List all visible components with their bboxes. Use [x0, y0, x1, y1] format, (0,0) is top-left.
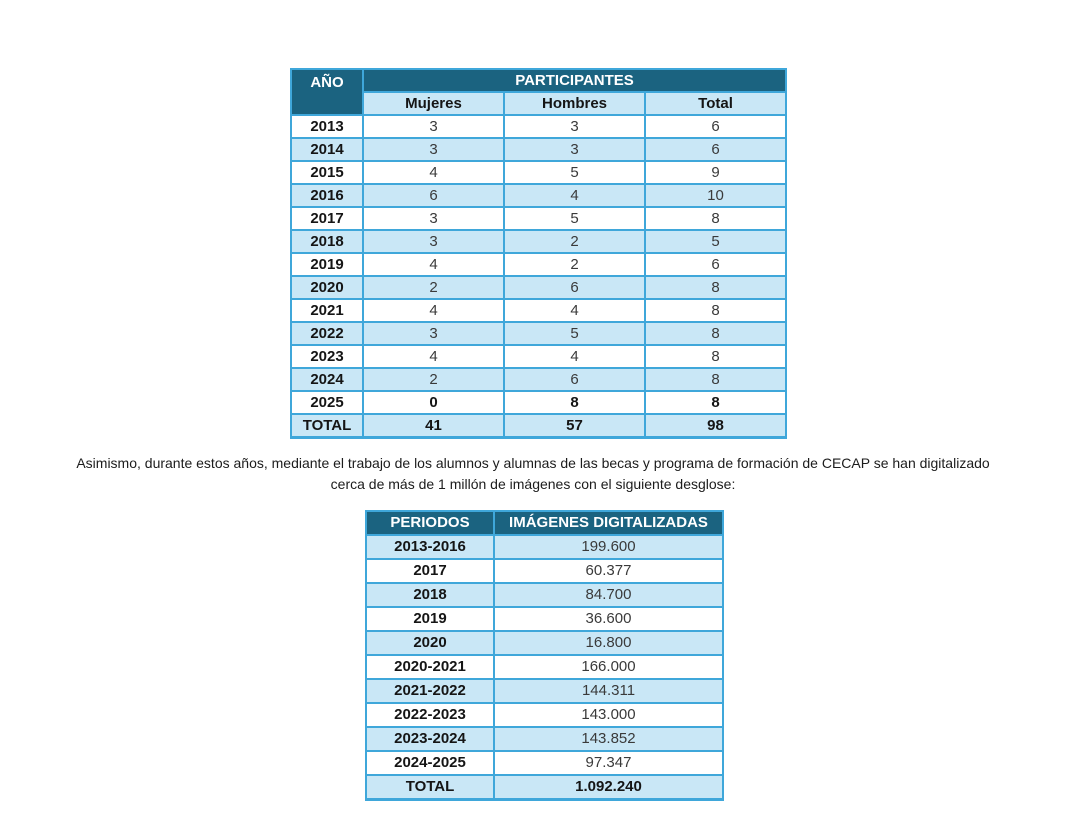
- digitized-images-table: [365, 510, 724, 801]
- table-row: [366, 703, 723, 727]
- participants-table: [290, 68, 787, 439]
- total-cell: 6: [645, 115, 786, 138]
- mujeres-cell: 2: [363, 368, 504, 391]
- hombres-cell: 6: [504, 276, 645, 299]
- period-cell: 2021-2022: [366, 679, 494, 703]
- total-label-cell: TOTAL: [291, 414, 363, 438]
- table-row: [291, 391, 786, 414]
- period-cell: 2020: [366, 631, 494, 655]
- hombres-cell: 8: [504, 391, 645, 414]
- mujeres-total-cell: 41: [363, 414, 504, 438]
- table-row: [291, 253, 786, 276]
- table-row: [291, 368, 786, 391]
- table-row: [291, 138, 786, 161]
- year-cell: 2015: [291, 161, 363, 184]
- participants-group-header: PARTICIPANTES: [363, 69, 786, 92]
- hombres-cell: 6: [504, 368, 645, 391]
- table-row: [366, 607, 723, 631]
- col-header-mujeres: Mujeres: [363, 92, 504, 115]
- year-column-header: AÑO: [291, 69, 363, 115]
- table-row: [366, 727, 723, 751]
- intro-paragraph: [0, 453, 1066, 495]
- mujeres-cell: 4: [363, 253, 504, 276]
- mujeres-cell: 3: [363, 207, 504, 230]
- mujeres-cell: 0: [363, 391, 504, 414]
- year-cell: 2022: [291, 322, 363, 345]
- total-cell: 8: [645, 322, 786, 345]
- hombres-cell: 4: [504, 299, 645, 322]
- mujeres-cell: 4: [363, 345, 504, 368]
- period-cell: 2022-2023: [366, 703, 494, 727]
- total-cell: 6: [645, 253, 786, 276]
- year-cell: 2019: [291, 253, 363, 276]
- hombres-cell: 2: [504, 253, 645, 276]
- total-cell: 8: [645, 207, 786, 230]
- year-cell: 2025: [291, 391, 363, 414]
- hombres-cell: 3: [504, 138, 645, 161]
- period-cell: 2023-2024: [366, 727, 494, 751]
- period-cell: 2017: [366, 559, 494, 583]
- images-count-cell: 60.377: [494, 559, 723, 583]
- images-count-cell: 144.311: [494, 679, 723, 703]
- table-row: [291, 184, 786, 207]
- mujeres-cell: 3: [363, 322, 504, 345]
- images-count-cell: 143.000: [494, 703, 723, 727]
- col-header-total: Total: [645, 92, 786, 115]
- total-cell: 8: [645, 299, 786, 322]
- table-row: [366, 775, 723, 800]
- images-count-cell: 166.000: [494, 655, 723, 679]
- year-cell: 2018: [291, 230, 363, 253]
- table-row: [366, 535, 723, 559]
- year-cell: 2016: [291, 184, 363, 207]
- total-label-cell: TOTAL: [366, 775, 494, 800]
- year-cell: 2014: [291, 138, 363, 161]
- hombres-cell: 4: [504, 184, 645, 207]
- hombres-total-cell: 57: [504, 414, 645, 438]
- year-cell: 2023: [291, 345, 363, 368]
- table-row: [366, 655, 723, 679]
- total-total-cell: 98: [645, 414, 786, 438]
- table-row: [291, 322, 786, 345]
- table-row: [366, 559, 723, 583]
- table-header-row: [291, 69, 786, 92]
- table-row: [291, 299, 786, 322]
- col-header-imagenes: IMÁGENES DIGITALIZADAS: [494, 511, 723, 535]
- period-cell: 2013-2016: [366, 535, 494, 559]
- mujeres-cell: 3: [363, 115, 504, 138]
- table-row: [366, 751, 723, 775]
- hombres-cell: 5: [504, 207, 645, 230]
- table-row: [291, 115, 786, 138]
- images-count-cell: 36.600: [494, 607, 723, 631]
- table-row: [291, 276, 786, 299]
- mujeres-cell: 6: [363, 184, 504, 207]
- year-cell: 2017: [291, 207, 363, 230]
- period-cell: 2018: [366, 583, 494, 607]
- images-count-cell: 84.700: [494, 583, 723, 607]
- total-cell: 6: [645, 138, 786, 161]
- period-cell: 2024-2025: [366, 751, 494, 775]
- table-row: [291, 414, 786, 438]
- year-cell: 2020: [291, 276, 363, 299]
- table-row: [366, 631, 723, 655]
- total-cell: 9: [645, 161, 786, 184]
- table-row: [366, 679, 723, 703]
- table-header-row: [366, 511, 723, 535]
- table-subheader-row: [291, 92, 786, 115]
- images-count-cell: 199.600: [494, 535, 723, 559]
- table-row: [366, 583, 723, 607]
- total-cell: 8: [645, 276, 786, 299]
- period-cell: 2020-2021: [366, 655, 494, 679]
- total-cell: 8: [645, 391, 786, 414]
- mujeres-cell: 4: [363, 161, 504, 184]
- hombres-cell: 5: [504, 322, 645, 345]
- year-cell: 2024: [291, 368, 363, 391]
- total-cell: 8: [645, 368, 786, 391]
- table-row: [291, 230, 786, 253]
- hombres-cell: 4: [504, 345, 645, 368]
- images-count-cell: 97.347: [494, 751, 723, 775]
- images-count-cell: 143.852: [494, 727, 723, 751]
- col-header-hombres: Hombres: [504, 92, 645, 115]
- table-row: [291, 345, 786, 368]
- total-cell: 8: [645, 345, 786, 368]
- col-header-periodos: PERIODOS: [366, 511, 494, 535]
- table-row: [291, 207, 786, 230]
- mujeres-cell: 2: [363, 276, 504, 299]
- year-cell: 2021: [291, 299, 363, 322]
- hombres-cell: 3: [504, 115, 645, 138]
- mujeres-cell: 3: [363, 138, 504, 161]
- total-cell: 10: [645, 184, 786, 207]
- mujeres-cell: 4: [363, 299, 504, 322]
- intro-paragraph-text: Asimismo, durante estos años, mediante el trabajo de los alumnos y alumnas de las becas y programa de formación de CECAP se han digitalizado cerca de más de 1 millón de imágenes con el siguiente desglose:: [76, 455, 990, 492]
- hombres-cell: 5: [504, 161, 645, 184]
- year-cell: 2013: [291, 115, 363, 138]
- images-count-cell: 16.800: [494, 631, 723, 655]
- table-row: [291, 161, 786, 184]
- mujeres-cell: 3: [363, 230, 504, 253]
- total-cell: 5: [645, 230, 786, 253]
- hombres-cell: 2: [504, 230, 645, 253]
- period-cell: 2019: [366, 607, 494, 631]
- images-total-cell: 1.092.240: [494, 775, 723, 800]
